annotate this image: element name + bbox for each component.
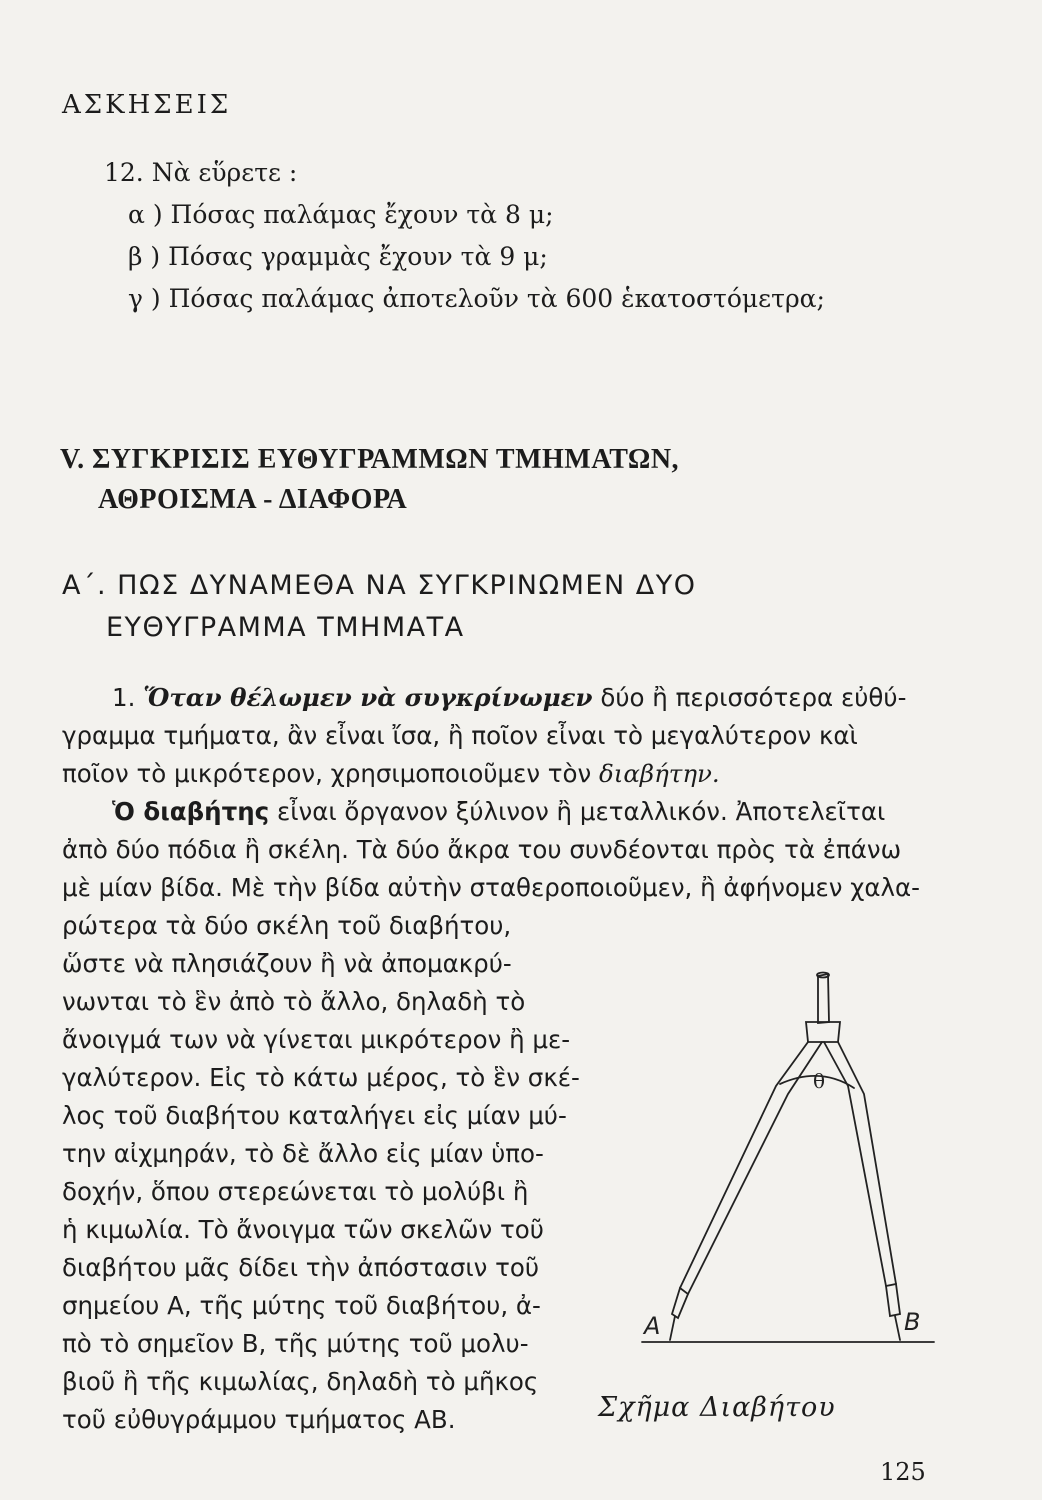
- point-b-label: Β: [904, 1308, 921, 1336]
- point-a-label: Α: [644, 1312, 661, 1340]
- compass-left-leg: [680, 1042, 822, 1294]
- paragraph2-line: βιοῦ ἢ τῆς κιμωλίας, δηλαδὴ τὸ μῆκος: [62, 1367, 539, 1396]
- paragraph2-line: λος τοῦ διαβήτου καταλήγει εἰς μίαν μύ-: [62, 1101, 567, 1130]
- paragraph2-line1-rest: εἶναι ὄργανον ξύλινον ἢ μεταλλικόν. Ἀποτελεῖται: [276, 797, 886, 826]
- paragraph1-line1: [112, 680, 906, 716]
- subsection-title-line2: ΕΥΘΥΓΡΑΜΜΑ ΤΜΗΜΑΤΑ: [106, 612, 465, 643]
- paragraph2-line: την αἰχμηράν, τὸ δὲ ἄλλο εἰς μίαν ὑπο-: [62, 1139, 544, 1168]
- exercise-item-b: β ) Πόσας γραμμὰς ἔχουν τὰ 9 μ;: [128, 242, 548, 271]
- paragraph2-line: μὲ μίαν βίδα. Μὲ τὴν βίδα αὐτὴν σταθεροποιοῦμεν, ἢ ἀφήνομεν χαλα-: [62, 873, 921, 902]
- angle-label: θ: [813, 1069, 826, 1093]
- paragraph2-line: δοχήν, ὅπου στερεώνεται τὸ μολύβι ἢ: [62, 1177, 529, 1206]
- subsection-title-line1: Α΄. ΠΩΣ ΔΥΝΑΜΕΘΑ ΝΑ ΣΥΓΚΡΙΝΩΜΕΝ ΔΥΟ: [62, 570, 697, 601]
- exercise-item-a: α ) Πόσας παλάμας ἔχουν τὰ 8 μ;: [128, 200, 554, 229]
- paragraph1-line2: γραμμα τμήματα, ἂν εἶναι ἴσα, ἢ ποῖον εἶναι τὸ μεγαλύτερον καὶ: [62, 721, 858, 750]
- paragraph2-line: γαλύτερον. Εἰς τὸ κάτω μέρος, τὸ ἓν σκέ-: [62, 1063, 580, 1092]
- paragraph2-line: πὸ τὸ σημεῖον Β, τῆς μύτης τοῦ μολυ-: [62, 1329, 529, 1358]
- paragraph2-line: ἡ κιμωλία. Τὸ ἄνοιγμα τῶν σκελῶν τοῦ: [62, 1215, 544, 1244]
- compass-drawing: [642, 973, 934, 1343]
- exercises-heading: ΑΣΚΗΣΕΙΣ: [62, 90, 232, 120]
- section-title-line1: V. ΣΥΓΚΡΙΣΙΣ ΕΥΘΥΓΡΑΜΜΩΝ ΤΜΗΜΑΤΩΝ,: [60, 444, 680, 475]
- exercise-12-intro: 12. Νὰ εὕρετε :: [104, 158, 298, 187]
- paragraph1-lead: Ὅταν θέλωμεν νὰ συγκρίνωμεν: [143, 683, 593, 712]
- compass-hinge: [806, 1022, 840, 1042]
- exercise-item-c: γ ) Πόσας παλάμας ἀποτελοῦν τὰ 600 ἑκατοστόμετρα;: [128, 284, 825, 313]
- paragraph2-lead: Ὁ διαβήτης: [112, 797, 270, 826]
- paragraph1-line3: [62, 756, 720, 792]
- paragraph2-line: ἀπὸ δύο πόδια ἢ σκέλη. Τὰ δύο ἄκρα του συνδέονται πρὸς τὰ ἐπάνω: [62, 835, 902, 864]
- paragraph2-line: ρώτερα τὰ δύο σκέλη τοῦ διαβήτου,: [62, 911, 512, 940]
- paragraph1-number: 1.: [112, 683, 136, 712]
- paragraph1-line1-rest: δύο ἢ περισσότερα εὐθύ-: [600, 683, 907, 712]
- paragraph1-italic-term: διαβήτην.: [599, 759, 720, 788]
- paragraph2-line: ὥστε νὰ πλησιάζουν ἢ νὰ ἀπομακρύ-: [62, 949, 512, 978]
- compass-handle: [818, 974, 829, 1023]
- paragraph1-line3-start: ποῖον τὸ μικρότερον, χρησιμοποιοῦμεν τὸν: [62, 759, 592, 788]
- paragraph2-line: διαβήτου μᾶς δίδει τὴν ἀπόστασιν τοῦ: [62, 1253, 540, 1282]
- section-title-line2: ΑΘΡΟΙΣΜΑ - ΔΙΑΦΟΡΑ: [98, 484, 408, 515]
- paragraph2-line: τοῦ εὐθυγράμμου τμήματος ΑΒ.: [62, 1405, 456, 1434]
- paragraph2-line: ἄνοιγμά των νὰ γίνεται μικρότερον ἢ με-: [62, 1025, 571, 1054]
- paragraph2-line1: [112, 794, 885, 830]
- figure-caption: Σχῆμα Διαβήτου: [598, 1392, 836, 1423]
- paragraph2-line: σημείου Α, τῆς μύτης τοῦ διαβήτου, ἀ-: [62, 1291, 541, 1320]
- page-number: 125: [880, 1458, 926, 1486]
- paragraph2-line: νωνται τὸ ἓν ἀπὸ τὸ ἄλλο, δηλαδὴ τὸ: [62, 987, 526, 1016]
- compass-figure: [628, 966, 948, 1362]
